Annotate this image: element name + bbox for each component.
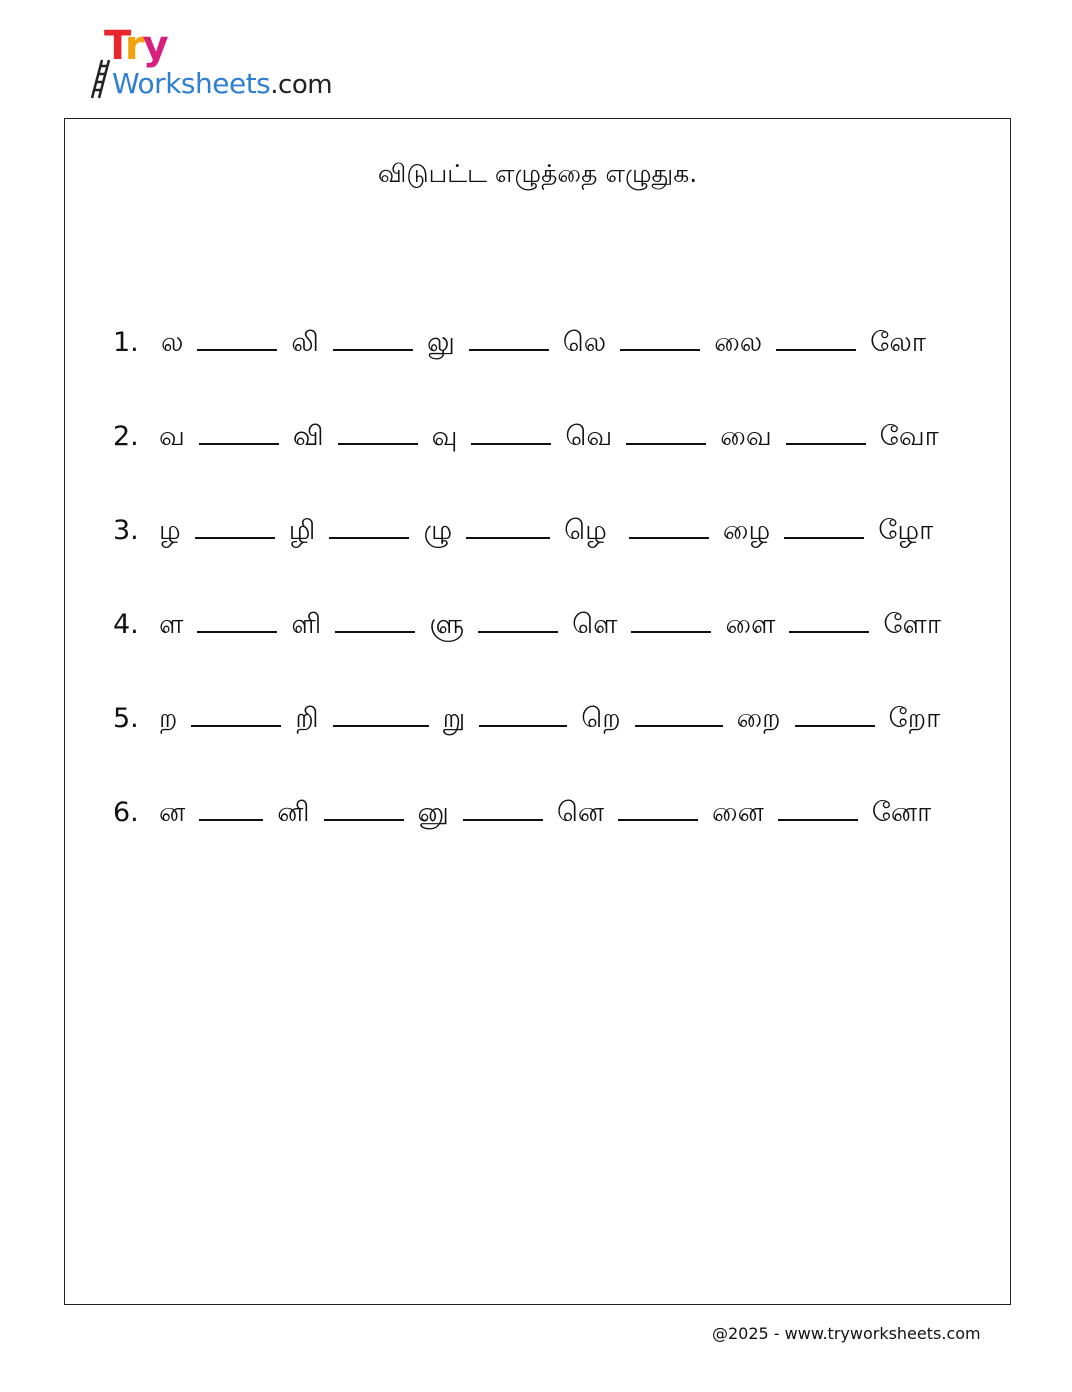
exercise-row-5 [113, 703, 940, 743]
answer-blank[interactable] [620, 349, 700, 351]
answer-blank[interactable] [626, 443, 706, 445]
letter: ழை [722, 515, 771, 546]
logo-worksheets: Worksheets [112, 67, 271, 100]
letter: னோ [871, 797, 932, 828]
letter: வ [159, 421, 185, 452]
letter: ழ [159, 515, 181, 546]
answer-blank[interactable] [776, 349, 856, 351]
site-logo [88, 23, 348, 110]
row-number: 3. [113, 515, 139, 546]
row-number: 6. [113, 797, 139, 828]
exercise-row-2 [113, 421, 939, 461]
answer-blank[interactable] [795, 725, 875, 727]
answer-blank[interactable] [631, 631, 711, 633]
answer-blank[interactable] [333, 349, 413, 351]
answer-blank[interactable] [471, 443, 551, 445]
row-number: 4. [113, 609, 139, 640]
answer-blank[interactable] [479, 725, 567, 727]
answer-blank[interactable] [338, 443, 418, 445]
answer-blank[interactable] [618, 819, 698, 821]
answer-blank[interactable] [463, 819, 543, 821]
letter: றி [295, 703, 319, 734]
letter: வி [292, 421, 324, 452]
letter: ற [159, 703, 178, 734]
letter: னை [712, 797, 764, 828]
letter: னி [277, 797, 310, 828]
letter: று [442, 703, 466, 734]
logo-try-r: r [124, 23, 143, 69]
letter: லு [426, 327, 455, 358]
letter: றோ [888, 703, 941, 734]
answer-blank[interactable] [478, 631, 558, 633]
letter: வு [431, 421, 458, 452]
logo-try [104, 23, 167, 69]
letter: வை [720, 421, 772, 452]
row-number: 2. [113, 421, 139, 452]
letter: ல [161, 327, 184, 358]
answer-blank[interactable] [197, 349, 277, 351]
letter: ள [159, 609, 184, 640]
logo-domain: .com [270, 70, 333, 100]
row-number: 1. [113, 327, 139, 358]
exercise-row-1 [113, 327, 926, 367]
letter: ழெ [564, 515, 607, 546]
answer-blank[interactable] [469, 349, 549, 351]
letter: ளோ [883, 609, 942, 640]
letter: ளை [725, 609, 776, 640]
letter: னு [417, 797, 449, 828]
logo-try-y: y [142, 23, 167, 69]
letter: ழோ [878, 515, 934, 546]
letter: ளி [291, 609, 322, 640]
exercise-row-6 [113, 797, 931, 837]
worksheet-title: விடுபட்ட எழுத்தை எழுதுக. [377, 159, 698, 188]
answer-blank[interactable] [466, 537, 550, 539]
answer-blank[interactable] [778, 819, 858, 821]
letter: லோ [870, 327, 926, 358]
answer-blank[interactable] [329, 537, 409, 539]
answer-blank[interactable] [195, 537, 275, 539]
letter: றை [736, 703, 781, 734]
answer-blank[interactable] [191, 725, 281, 727]
answer-blank[interactable] [635, 725, 723, 727]
exercise-row-4 [113, 609, 941, 649]
letter: வோ [879, 421, 939, 452]
answer-blank[interactable] [784, 537, 864, 539]
letter: ழி [288, 515, 316, 546]
letter: வெ [565, 421, 613, 452]
row-number: 5. [113, 703, 139, 734]
answer-blank[interactable] [197, 631, 277, 633]
logo-try-t: T [104, 23, 125, 69]
copyright-footer: @2025 - www.tryworksheets.com [712, 1324, 981, 1343]
letter: ழு [423, 515, 453, 546]
letter: ளு [429, 609, 465, 640]
answer-blank[interactable] [199, 819, 263, 821]
answer-blank[interactable] [629, 537, 709, 539]
answer-blank[interactable] [199, 443, 279, 445]
letter: லி [291, 327, 319, 358]
exercise-row-3 [113, 515, 933, 555]
letter: றெ [581, 703, 621, 734]
answer-blank[interactable] [789, 631, 869, 633]
letter: ன [159, 797, 186, 828]
logo-wordmark [112, 67, 333, 100]
answer-blank[interactable] [324, 819, 404, 821]
answer-blank[interactable] [335, 631, 415, 633]
letter: லெ [562, 327, 607, 358]
letter: ளெ [572, 609, 618, 640]
letter: னெ [556, 797, 605, 828]
worksheet-frame [64, 118, 1011, 1305]
answer-blank[interactable] [786, 443, 866, 445]
answer-blank[interactable] [333, 725, 429, 727]
letter: லை [714, 327, 763, 358]
